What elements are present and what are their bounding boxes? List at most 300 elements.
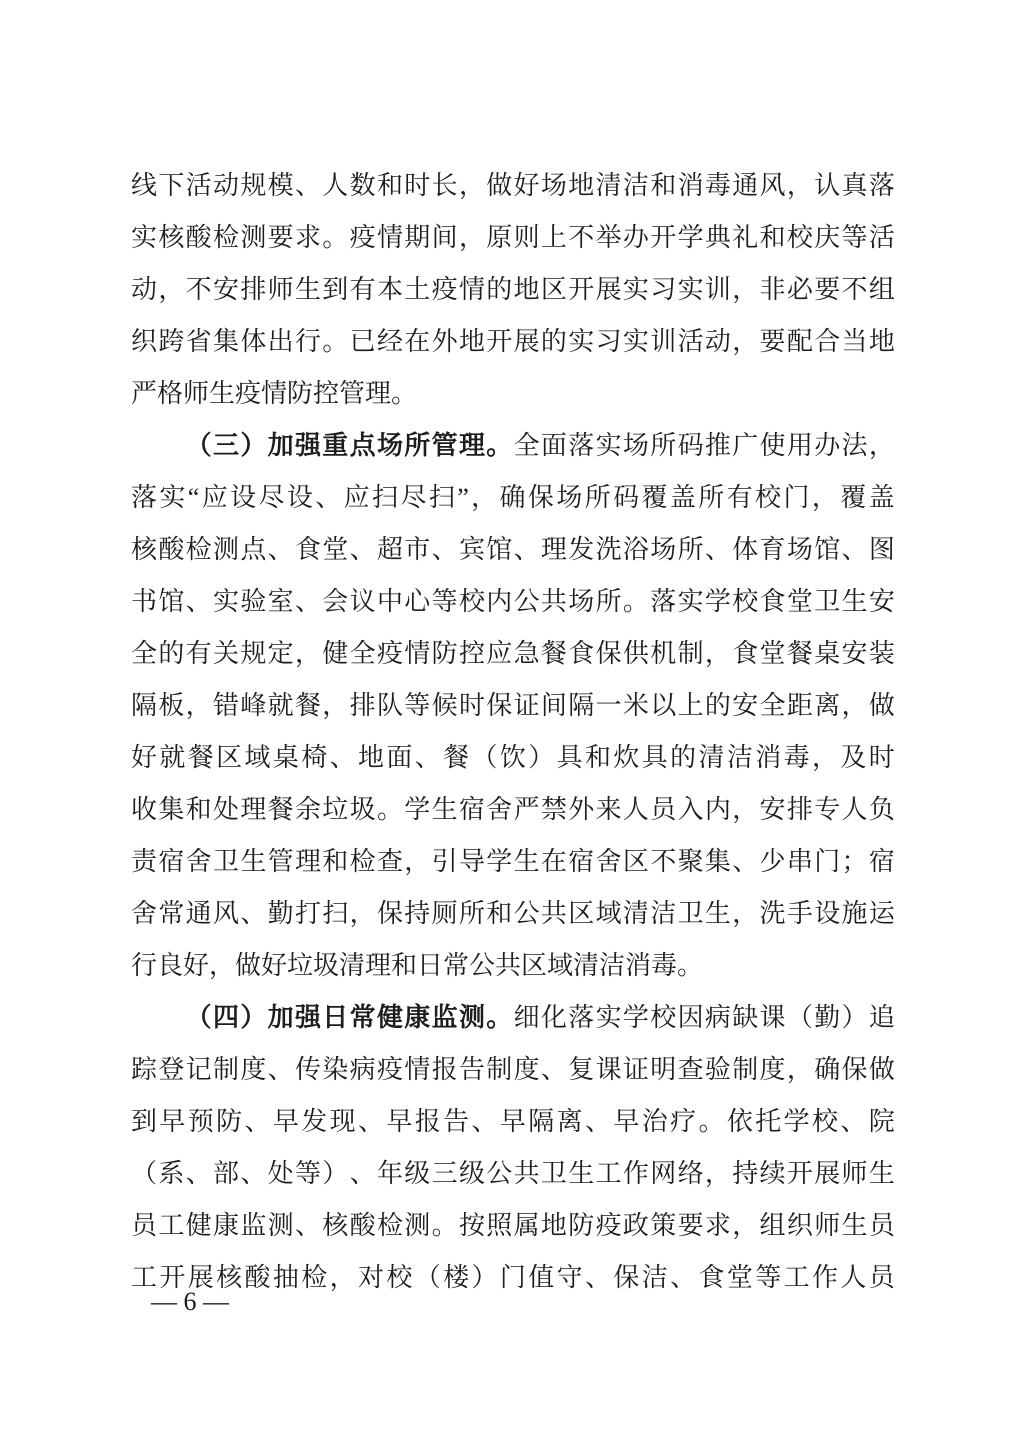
body-char: 测 xyxy=(267,1211,294,1240)
heading-char: 常 xyxy=(349,1003,376,1032)
body-text: 严格师生疫情防控管理。 xyxy=(131,379,418,408)
body-char: 人 xyxy=(622,795,649,824)
body-char: 通 xyxy=(185,899,212,928)
body-char: 桌 xyxy=(272,743,299,772)
body-char: 一 xyxy=(595,691,622,720)
body-char: 校 xyxy=(458,587,485,616)
body-char: 发 xyxy=(301,1107,328,1136)
body-char: 市 xyxy=(404,535,431,564)
body-char: 书 xyxy=(131,587,158,616)
body-char: 共 xyxy=(540,587,567,616)
body-char: 、 xyxy=(585,1107,612,1136)
body-char: 责 xyxy=(131,847,158,876)
body-char: 间 xyxy=(540,691,567,720)
body-char: 覆 xyxy=(840,483,867,512)
body-char: 急 xyxy=(513,639,540,668)
body-char: 行 xyxy=(294,327,321,356)
body-char: 供 xyxy=(622,639,649,668)
body-char: 防 xyxy=(431,639,458,668)
body-char: 学 xyxy=(677,223,704,252)
body-char: 、 xyxy=(349,1159,376,1188)
body-char: 政 xyxy=(622,1211,649,1240)
body-char: 椅 xyxy=(301,743,328,772)
body-char: 下 xyxy=(158,171,185,200)
body-char: 检 xyxy=(185,535,212,564)
body-char: 值 xyxy=(528,1263,555,1292)
body-char: 展 xyxy=(513,327,540,356)
body-char: 人 xyxy=(322,171,349,200)
body-char: 体 xyxy=(732,535,759,564)
body-char: 就 xyxy=(159,743,186,772)
text-line xyxy=(131,472,895,524)
body-char: 持 xyxy=(404,899,431,928)
body-char: 生 xyxy=(240,847,267,876)
body-char: 厕 xyxy=(431,899,458,928)
body-char: 食 xyxy=(698,1263,725,1292)
body-char: 生 xyxy=(868,1159,895,1188)
heading-char: 强 xyxy=(294,431,321,460)
body-char: 生 xyxy=(704,899,731,928)
heading-char: 。 xyxy=(486,1003,513,1032)
body-char: 实 xyxy=(568,327,595,356)
body-char: 开 xyxy=(650,223,677,252)
body-char: 开 xyxy=(159,1263,186,1292)
body-char: 告 xyxy=(443,1107,470,1136)
body-char: 落 xyxy=(868,171,895,200)
body-char: 确 xyxy=(814,1055,841,1084)
body-char: 安 xyxy=(212,275,239,304)
body-char: 场 xyxy=(650,535,677,564)
body-char: ， xyxy=(458,223,485,252)
body-char: 复 xyxy=(568,1055,595,1084)
body-char: 共 xyxy=(513,1159,540,1188)
body-char: 法 xyxy=(841,431,868,460)
body-char: 卫 xyxy=(814,587,841,616)
body-char: 课 xyxy=(759,1003,786,1032)
body-char: 舍 xyxy=(185,847,212,876)
body-char: 核 xyxy=(322,1211,349,1240)
body-char: 排 xyxy=(240,275,267,304)
body-char: 和 xyxy=(322,847,349,876)
body-char: 桌 xyxy=(814,639,841,668)
body-char: 餐 xyxy=(187,743,214,772)
body-char: 消 xyxy=(755,743,782,772)
body-char: 检 xyxy=(376,1211,403,1240)
body-char: 错 xyxy=(212,691,239,720)
body-char: 。 xyxy=(376,795,403,824)
body-char: 缺 xyxy=(732,1003,759,1032)
body-char: 踪 xyxy=(131,1055,158,1084)
body-char: 生 xyxy=(568,1159,595,1188)
body-char: （ xyxy=(471,743,498,772)
body-char: 开 xyxy=(486,327,513,356)
body-char: 堂 xyxy=(322,535,349,564)
body-char: 。 xyxy=(698,1107,725,1136)
body-char: 情 xyxy=(404,639,431,668)
body-char: 酸 xyxy=(185,223,212,252)
body-char: 保 xyxy=(486,691,513,720)
body-char: 勤 xyxy=(267,899,294,928)
body-char: 超 xyxy=(376,535,403,564)
body-char: 门 xyxy=(814,847,841,876)
body-char: 抽 xyxy=(272,1263,299,1292)
body-char: 师 xyxy=(841,1159,868,1188)
body-char: 舍 xyxy=(131,899,158,928)
body-char: 保 xyxy=(527,483,554,512)
heading-char: 监 xyxy=(431,1003,458,1032)
body-char: 来 xyxy=(595,795,622,824)
body-char: 等 xyxy=(755,1263,782,1292)
body-char: 属 xyxy=(513,1211,540,1240)
body-char: 清 xyxy=(622,899,649,928)
body-char: 隔 xyxy=(568,691,595,720)
body-char: 照 xyxy=(486,1211,513,1240)
body-char: 验 xyxy=(240,587,267,616)
body-char: 馆 xyxy=(486,535,513,564)
body-char: 所 xyxy=(458,899,485,928)
body-char: 疗 xyxy=(670,1107,697,1136)
body-char: 做 xyxy=(868,1055,895,1084)
body-char: 酸 xyxy=(349,1211,376,1240)
body-char: 洗 xyxy=(759,899,786,928)
body-char: 传 xyxy=(294,1055,321,1084)
body-char: 理 xyxy=(540,535,567,564)
body-char: 记 xyxy=(185,1055,212,1084)
body-char: 保 xyxy=(595,639,622,668)
body-char: 就 xyxy=(267,691,294,720)
body-char: 学 xyxy=(404,795,431,824)
body-char: 组 xyxy=(759,1211,786,1240)
body-char: 要 xyxy=(677,1211,704,1240)
body-char: 全 xyxy=(513,431,540,460)
heading-char: 场 xyxy=(376,431,403,460)
heading-char: （ xyxy=(185,431,212,460)
body-char: 监 xyxy=(240,1211,267,1240)
body-char: 规 xyxy=(240,639,267,668)
text-line xyxy=(131,836,895,888)
body-char: 理 xyxy=(240,795,267,824)
body-char: ， xyxy=(732,1211,759,1240)
body-char: 的 xyxy=(540,327,567,356)
body-char: 情 xyxy=(376,223,403,252)
body-char: 保 xyxy=(841,1055,868,1084)
body-char: 时 xyxy=(458,691,485,720)
body-char: 推 xyxy=(704,431,731,460)
body-char: 校 xyxy=(650,1003,677,1032)
body-char: 校 xyxy=(786,223,813,252)
body-char: 少 xyxy=(759,847,786,876)
body-char: ， xyxy=(471,483,498,512)
heading-char: 健 xyxy=(376,1003,403,1032)
text-line xyxy=(131,1044,895,1096)
body-char: 浴 xyxy=(622,535,649,564)
body-char: 扫 xyxy=(322,899,349,928)
body-char: 馆 xyxy=(814,535,841,564)
body-char: 炊 xyxy=(613,743,640,772)
body-char: 依 xyxy=(726,1107,753,1136)
body-char: 动 xyxy=(704,327,731,356)
body-char: 板 xyxy=(158,691,185,720)
text-block xyxy=(131,160,895,1304)
heading-char: 加 xyxy=(267,1003,294,1032)
body-char: 生 xyxy=(841,587,868,616)
body-char: ） xyxy=(528,743,555,772)
body-char: 负 xyxy=(868,795,895,824)
body-char: 专 xyxy=(814,795,841,824)
body-char: 规 xyxy=(240,171,267,200)
body-char: 收 xyxy=(131,795,158,824)
body-char: 、 xyxy=(585,1263,612,1292)
body-char: 外 xyxy=(431,327,458,356)
body-char: 训 xyxy=(704,275,731,304)
body-char: 、 xyxy=(358,1107,385,1136)
heading-char: 重 xyxy=(322,431,349,460)
body-char: 长 xyxy=(431,171,458,200)
body-char: 制 xyxy=(732,1055,759,1084)
body-char: 地 xyxy=(513,275,540,304)
heading-char: 四 xyxy=(212,1003,239,1032)
body-char: 实 xyxy=(677,587,704,616)
body-char: 落 xyxy=(131,483,158,512)
body-char: 真 xyxy=(841,171,868,200)
body-char: 作 xyxy=(812,1263,839,1292)
heading-char: ） xyxy=(240,431,267,460)
body-char: 地 xyxy=(540,1211,567,1240)
body-char: 早 xyxy=(613,1107,640,1136)
body-char: 施 xyxy=(841,899,868,928)
body-char: 早 xyxy=(499,1107,526,1136)
body-char: 络 xyxy=(677,1159,704,1188)
body-char: 办 xyxy=(814,431,841,460)
body-char: 排 xyxy=(349,691,376,720)
body-char: 测 xyxy=(212,535,239,564)
body-char: 做 xyxy=(486,171,513,200)
text-line xyxy=(131,940,895,992)
heading-char: ） xyxy=(240,1003,267,1032)
body-char: 卫 xyxy=(212,847,239,876)
body-char: 广 xyxy=(732,431,759,460)
body-char: 等 xyxy=(294,1159,321,1188)
text-line xyxy=(131,1252,895,1304)
text-line xyxy=(131,316,895,368)
body-char: 。 xyxy=(322,223,349,252)
body-char: 细 xyxy=(513,1003,540,1032)
body-text: 行良好，做好垃圾清理和日常公共区域清洁消毒。 xyxy=(131,951,704,980)
body-char: 情 xyxy=(458,275,485,304)
body-char: 常 xyxy=(158,899,185,928)
body-char: 隔 xyxy=(131,691,158,720)
body-char: 引 xyxy=(431,847,458,876)
body-char: 离 xyxy=(814,691,841,720)
body-char: 区 xyxy=(216,743,243,772)
body-char: 追 xyxy=(868,1003,895,1032)
body-char: ， xyxy=(732,327,759,356)
body-char: 员 xyxy=(650,795,677,824)
body-char: 全 xyxy=(349,639,376,668)
body-char: 持 xyxy=(732,1159,759,1188)
body-char: 距 xyxy=(786,691,813,720)
body-char: 告 xyxy=(458,1055,485,1084)
body-char: 打 xyxy=(294,899,321,928)
body-char: 年 xyxy=(376,1159,403,1188)
body-char: 全 xyxy=(131,639,158,668)
body-char: 学 xyxy=(783,1107,810,1136)
body-char: 场 xyxy=(568,587,595,616)
body-char: 全 xyxy=(759,691,786,720)
text-line xyxy=(131,212,895,264)
text-line xyxy=(131,732,895,784)
body-char: 中 xyxy=(376,587,403,616)
text-line xyxy=(131,264,895,316)
body-char: 内 xyxy=(704,795,731,824)
body-char: 学 xyxy=(486,847,513,876)
body-char: 到 xyxy=(322,275,349,304)
body-char: 公 xyxy=(513,587,540,616)
body-char: 食 xyxy=(732,639,759,668)
body-char: 师 xyxy=(267,275,294,304)
body-char: 好 xyxy=(513,171,540,200)
body-char: 合 xyxy=(814,327,841,356)
body-char: 清 xyxy=(698,743,725,772)
body-char: 、 xyxy=(704,535,731,564)
body-char: 、 xyxy=(840,1107,867,1136)
body-char: 食 xyxy=(568,639,595,668)
body-char: 清 xyxy=(595,171,622,200)
heading-char: 强 xyxy=(294,1003,321,1032)
body-char: 通 xyxy=(732,171,759,200)
body-char: 按 xyxy=(458,1211,485,1240)
body-char: 宾 xyxy=(458,535,485,564)
body-char: 、 xyxy=(431,535,458,564)
body-char: 度 xyxy=(759,1055,786,1084)
body-char: 和 xyxy=(185,795,212,824)
body-char: 毒 xyxy=(783,743,810,772)
body-char: 保 xyxy=(376,899,403,928)
body-char: 疫 xyxy=(349,223,376,252)
body-char: 员 xyxy=(868,1263,895,1292)
body-char: （ xyxy=(131,1159,158,1188)
body-char: 毒 xyxy=(704,171,731,200)
body-char: 到 xyxy=(131,1107,158,1136)
body-char: 不 xyxy=(841,275,868,304)
text-line xyxy=(131,784,895,836)
body-char: 跨 xyxy=(158,327,185,356)
body-char: 测 xyxy=(240,223,267,252)
body-char: 生 xyxy=(513,847,540,876)
body-char: 作 xyxy=(622,1159,649,1188)
body-char: 峰 xyxy=(240,691,267,720)
body-char: 风 xyxy=(212,899,239,928)
body-char: 圾 xyxy=(349,795,376,824)
body-char: 卫 xyxy=(540,1159,567,1188)
body-char: 候 xyxy=(431,691,458,720)
body-char: 食 xyxy=(294,535,321,564)
body-char: 、 xyxy=(267,1055,294,1084)
body-char: 有 xyxy=(349,275,376,304)
body-char: 手 xyxy=(786,899,813,928)
body-char: 所 xyxy=(650,431,677,460)
body-char: 不 xyxy=(185,275,212,304)
body-char: 报 xyxy=(431,1055,458,1084)
body-char: 制 xyxy=(486,1055,513,1084)
body-char: ， xyxy=(732,795,759,824)
body-char: 饮 xyxy=(499,743,526,772)
body-char: （ xyxy=(786,1003,813,1032)
body-char: 食 xyxy=(759,587,786,616)
body-char: 当 xyxy=(841,327,868,356)
body-char: 、 xyxy=(540,1055,567,1084)
body-char: 育 xyxy=(759,535,786,564)
body-char: 安 xyxy=(868,587,895,616)
body-char: 、 xyxy=(240,1159,267,1188)
body-char: 禁 xyxy=(540,795,567,824)
body-char: 校 xyxy=(812,1107,839,1136)
body-char: 室 xyxy=(267,587,294,616)
body-char: 模 xyxy=(267,171,294,200)
body-char: ， xyxy=(322,691,349,720)
body-char: 早 xyxy=(386,1107,413,1136)
body-char: 。 xyxy=(622,587,649,616)
body-char: 设 xyxy=(814,899,841,928)
body-char: 、 xyxy=(294,587,321,616)
body-char: 酸 xyxy=(158,535,185,564)
body-char: 。 xyxy=(431,1211,458,1240)
body-char: 区 xyxy=(568,899,595,928)
body-char: 馆 xyxy=(158,587,185,616)
body-char: ， xyxy=(786,1055,813,1084)
body-char: 等 xyxy=(404,691,431,720)
body-char: 的 xyxy=(158,639,185,668)
body-char: 病 xyxy=(704,1003,731,1032)
body-char: 工 xyxy=(158,1211,185,1240)
body-char: 疫 xyxy=(376,1055,403,1084)
body-char: 本 xyxy=(376,275,403,304)
body-char: 垃 xyxy=(322,795,349,824)
body-char: ， xyxy=(812,743,839,772)
body-char: 、 xyxy=(244,1107,271,1136)
body-char: 师 xyxy=(814,1211,841,1240)
body-char: 尽 xyxy=(258,483,285,512)
body-char: 托 xyxy=(755,1107,782,1136)
body-char: 管 xyxy=(267,847,294,876)
body-char: 防 xyxy=(568,1211,595,1240)
body-char: ， xyxy=(704,1159,731,1188)
text-line xyxy=(131,524,895,576)
body-char: 离 xyxy=(556,1107,583,1136)
body-char: 核 xyxy=(158,223,185,252)
body-char: 聚 xyxy=(677,847,704,876)
body-char: ， xyxy=(732,899,759,928)
body-char: 集 xyxy=(158,795,185,824)
body-char: 域 xyxy=(595,899,622,928)
body-char: 学 xyxy=(704,587,731,616)
body-char: 有 xyxy=(726,483,753,512)
body-char: 场 xyxy=(540,171,567,200)
body-char: 、 xyxy=(240,899,267,928)
body-char: 员 xyxy=(868,1211,895,1240)
heading-char: 加 xyxy=(267,431,294,460)
body-char: 宿 xyxy=(458,795,485,824)
body-char: 对 xyxy=(358,1263,385,1292)
body-char: 实 xyxy=(159,483,186,512)
body-char: 外 xyxy=(568,795,595,824)
body-char: 和 xyxy=(585,743,612,772)
body-char: 实 xyxy=(595,1003,622,1032)
body-char: 安 xyxy=(841,639,868,668)
body-char: 报 xyxy=(414,1107,441,1136)
body-char: 核 xyxy=(131,535,158,564)
text-line xyxy=(131,1200,895,1252)
